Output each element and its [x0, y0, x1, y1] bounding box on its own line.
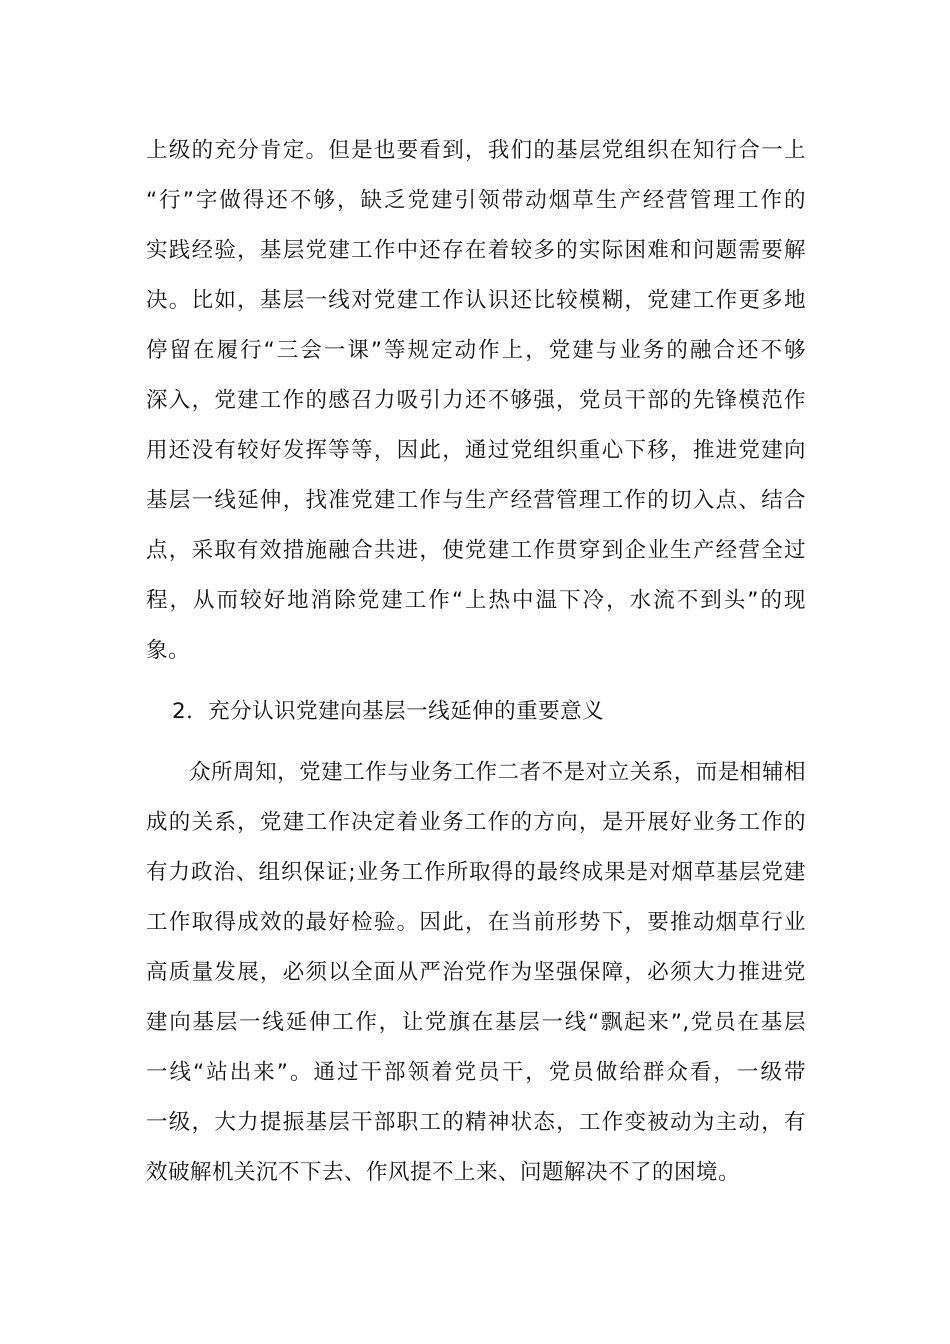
text-line: 程，从而较好地消除党建工作“上热中温下冷，水流不到头”的现 [146, 588, 806, 613]
text-line: 基层一线延伸，找准党建工作与生产经营管理工作的切入点、结合 [146, 488, 806, 513]
text-line: 上级的充分肯定。但是也要看到，我们的基层党组织在知行合一上 [146, 138, 806, 163]
section-heading: 2．充分认识党建向基层一线延伸的重要意义 [172, 699, 605, 724]
text-line: 决。比如，基层一线对党建工作认识还比较模糊，党建工作更多地 [146, 288, 806, 313]
text-line: 高质量发展，必须以全面从严治党作为坚强保障，必须大力推进党 [146, 960, 806, 985]
text-line: 成的关系，党建工作决定着业务工作的方向，是开展好业务工作的 [146, 810, 806, 835]
text-line: 有力政治、组织保证;业务工作所取得的最终成果是对烟草基层党建 [146, 860, 806, 885]
text-line: 停留在履行“三会一课”等规定动作上，党建与业务的融合还不够 [146, 338, 806, 363]
text-line: 工作取得成效的最好检验。因此，在当前形势下，要推动烟草行业 [146, 910, 806, 935]
text-line: 一级，大力提振基层干部职工的精神状态，工作变被动为主动，有 [146, 1110, 806, 1135]
text-line: 用还没有较好发挥等等，因此，通过党组织重心下移，推进党建向 [146, 438, 806, 463]
text-line: 象。 [146, 638, 191, 663]
text-line: 点，采取有效措施融合共进，使党建工作贯穿到企业生产经营全过 [146, 538, 806, 563]
text-line: 一线“站出来”。通过干部领着党员干，党员做给群众看，一级带 [146, 1060, 806, 1085]
text-line: 实践经验，基层党建工作中还存在着较多的实际困难和问题需要解 [146, 238, 806, 263]
text-line: 众所周知，党建工作与业务工作二者不是对立关系，而是相辅相 [189, 760, 806, 785]
text-line: “行”字做得还不够，缺乏党建引领带动烟草生产经营管理工作的 [146, 188, 806, 213]
text-line: 建向基层一线延伸工作，让党旗在基层一线“飘起来”,党员在基层 [146, 1010, 806, 1035]
text-line: 效破解机关沉不下去、作风提不上来、问题解决不了的困境。 [146, 1160, 741, 1185]
text-line: 深入，党建工作的感召力吸引力还不够强，党员干部的先锋模范作 [146, 388, 806, 413]
